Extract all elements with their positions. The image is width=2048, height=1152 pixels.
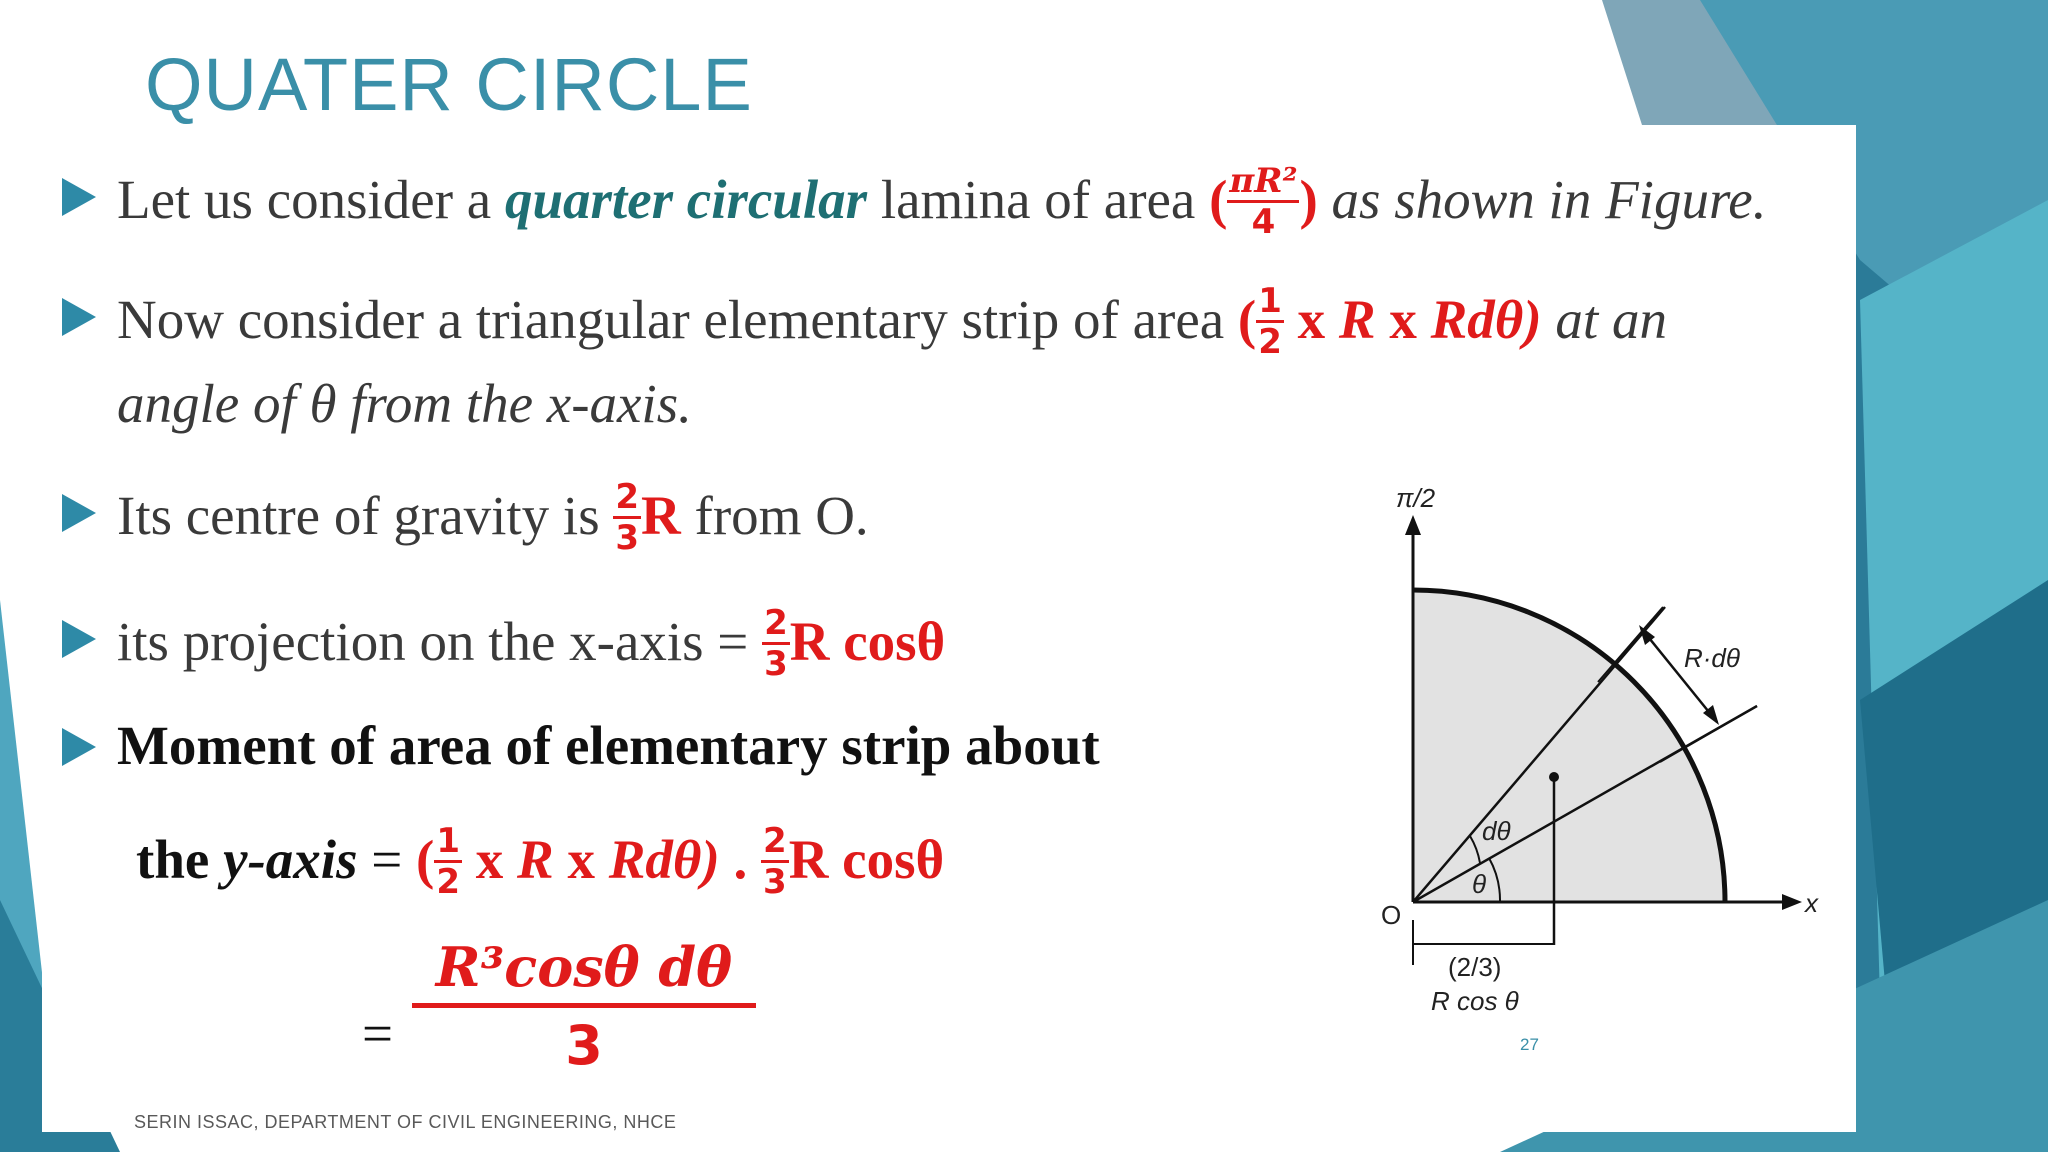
- bullet-marker: [62, 178, 96, 216]
- bullet-marker: [62, 298, 96, 336]
- label-pi-over-2: π/2: [1396, 483, 1436, 513]
- label-origin: O: [1381, 900, 1402, 930]
- fraction-numerator: 1: [1258, 281, 1282, 321]
- times-sign: x: [462, 829, 518, 891]
- term-quarter-circular: quarter circular: [504, 169, 868, 231]
- paren-open: (: [1209, 169, 1228, 231]
- half-fraction: [434, 821, 462, 902]
- label-projection-fraction: (2/3): [1448, 952, 1502, 982]
- dot-operator: .: [719, 829, 762, 891]
- label-r-dtheta: R·dθ: [1684, 643, 1740, 673]
- fraction-numerator: 2: [615, 477, 640, 517]
- bullet-1-text-3: as shown in Figure.: [1317, 169, 1767, 231]
- half-fraction: [1256, 281, 1284, 362]
- fraction-numerator: 1: [436, 821, 461, 861]
- bullet-4: [117, 603, 946, 685]
- two-thirds-fraction: [762, 603, 790, 684]
- result-equals: =: [362, 1003, 394, 1064]
- bullet-2-text: Now consider a triangular elementary strip of area: [117, 289, 1238, 351]
- bullet-5: Moment of area of elementary strip about: [117, 715, 1100, 776]
- fraction-numerator: 2: [764, 603, 788, 643]
- times-sign: x: [1283, 289, 1339, 351]
- paren-close: ): [1299, 169, 1318, 231]
- paren-open: (: [416, 829, 435, 891]
- label-x-axis: x: [1805, 888, 1818, 918]
- bullet-marker: [62, 494, 96, 532]
- fraction-denominator: 4: [1251, 202, 1276, 242]
- fraction-denominator: 2: [436, 862, 461, 902]
- fraction-bar: [412, 1003, 756, 1008]
- x-axis-arrow: [1782, 894, 1802, 910]
- fraction-denominator: 3: [763, 862, 787, 902]
- y-axis-term: y-axis: [223, 829, 358, 891]
- bullet-2-continuation: angle of θ from the x-axis.: [117, 373, 692, 434]
- quarter-circle-lamina: [1413, 590, 1725, 902]
- radius-symbol: R: [1338, 289, 1376, 351]
- fraction-denominator: 2: [1258, 322, 1282, 362]
- slide-title: QUATER CIRCLE: [145, 43, 753, 126]
- moment-text: the: [136, 829, 224, 891]
- footer-credit: SERIN ISSAC, DEPARTMENT OF CIVIL ENGINEERING, NHCE: [134, 1112, 677, 1132]
- label-dtheta: dθ: [1482, 816, 1511, 846]
- bullet-2-text-2: at an: [1541, 289, 1667, 351]
- result-denominator: 3: [565, 1014, 603, 1077]
- bullet-1-text: Let us consider a: [117, 169, 505, 231]
- bullet-3: [117, 477, 869, 559]
- radius-symbol: R: [517, 829, 554, 891]
- equals-sign: =: [357, 829, 417, 891]
- result-fraction: [412, 935, 756, 1077]
- two-thirds-fraction: [761, 821, 789, 902]
- projection-expression: R cosθ: [788, 829, 945, 891]
- page-number: 27: [1520, 1035, 1539, 1054]
- bullet-2: [117, 281, 1667, 363]
- fraction-numerator: 2: [763, 821, 787, 861]
- paren-open: (: [1237, 289, 1257, 351]
- fraction-denominator: 3: [615, 518, 640, 558]
- label-projection-rcos: R cos θ: [1431, 986, 1519, 1016]
- two-thirds-fraction: [613, 477, 641, 558]
- bullet-1: [117, 161, 1767, 243]
- r-dtheta: Rdθ): [608, 829, 720, 891]
- bullet-1-text-2: lamina of area: [867, 169, 1210, 231]
- y-axis-arrow: [1405, 515, 1421, 535]
- bullet-marker: [62, 620, 96, 658]
- bullet-marker: [62, 728, 96, 766]
- bullet-3-text-2: from O.: [680, 485, 869, 547]
- moment-equation: [136, 821, 945, 903]
- radius-symbol: R: [641, 485, 681, 547]
- result-numerator: R³cosθ dθ: [435, 935, 733, 999]
- projection-expression: R cosθ: [789, 611, 946, 673]
- centroid-point: [1549, 772, 1559, 782]
- bullet-4-text: its projection on the x-axis =: [117, 611, 763, 673]
- bullet-3-text: Its centre of gravity is: [117, 485, 614, 547]
- label-theta: θ: [1472, 869, 1487, 899]
- fraction-numerator: πR²: [1229, 161, 1298, 201]
- times-sign: x: [553, 829, 609, 891]
- quarter-circle-diagram: [1350, 470, 1850, 1030]
- r-dtheta: Rdθ): [1430, 289, 1542, 351]
- fraction-denominator: 3: [764, 644, 788, 684]
- area-fraction: [1227, 161, 1299, 242]
- times-sign: x: [1375, 289, 1431, 351]
